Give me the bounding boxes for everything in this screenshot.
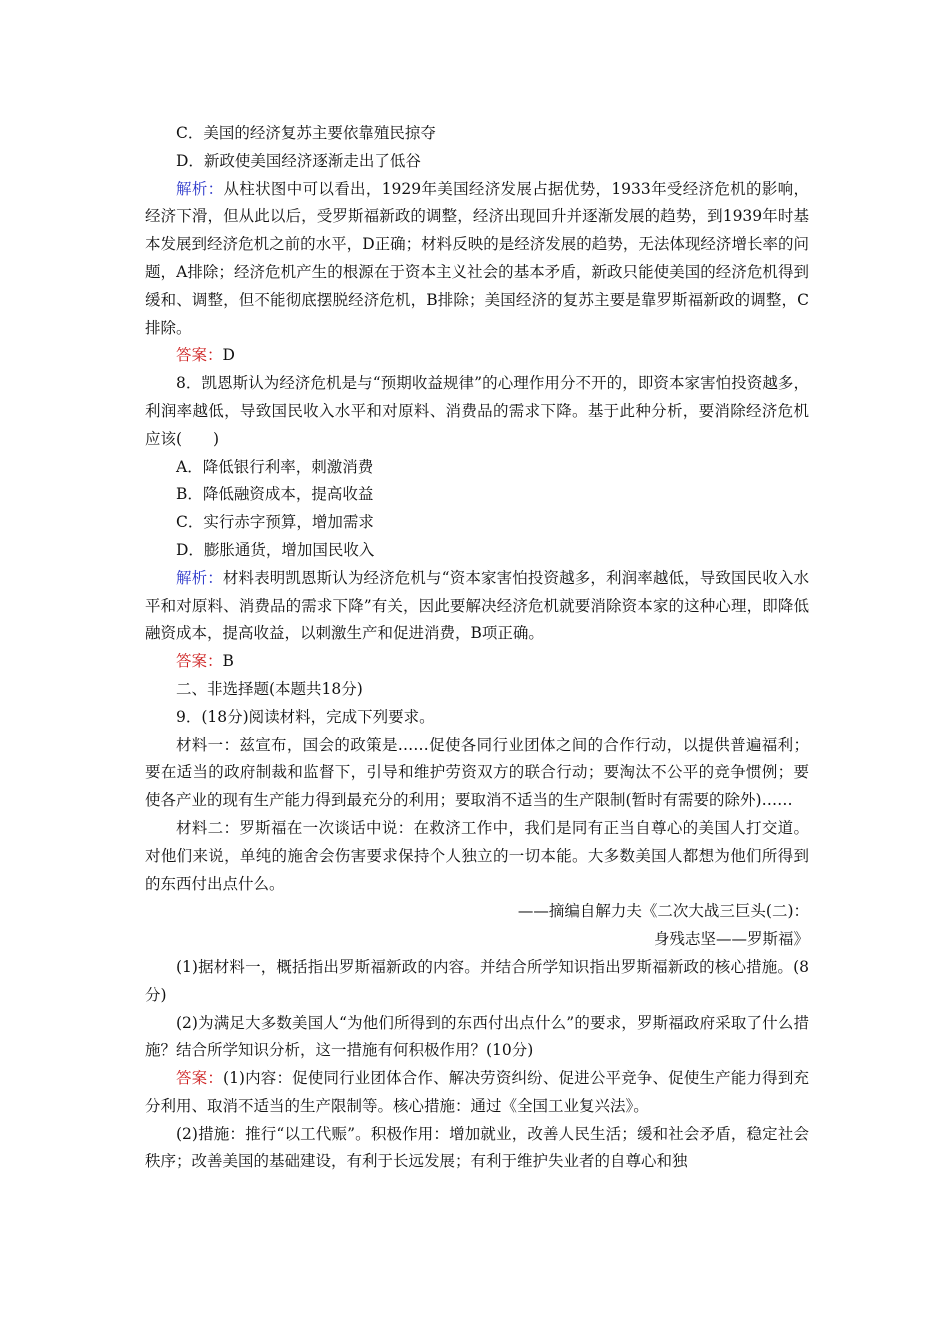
q7-option-d: D．新政使美国经济逐渐走出了低谷 xyxy=(176,151,421,170)
q8-option-b: B．降低融资成本，提高收益 xyxy=(176,485,374,504)
analysis-text: 材料表明凯恩斯认为经济危机与“资本家害怕投资越多，利润率越低，导致国民收入水平和对原料、消费品的需求下降”有关，因此要解决经济危机就要消除资本家的这种心理，即降低融资成本，提高收益，以刺激生产和促进消费，B项正确。 xyxy=(145,568,809,643)
q9-source-line-2: 身残志坚——罗斯福》 xyxy=(653,930,809,949)
q7-analysis xyxy=(145,176,809,343)
q8-option-d: D．膨胀通货，增加国民收入 xyxy=(176,540,375,559)
q8-option-a: A．降低银行利率，刺激消费 xyxy=(176,457,374,476)
answer-label: 答案： xyxy=(176,1069,224,1088)
q8-option-c: C．实行赤字预算，增加需求 xyxy=(176,513,374,532)
answer-label: 答案： xyxy=(176,652,223,671)
q8-stem: 8．凯恩斯认为经济危机是与“预期收益规律”的心理作用分不开的，即资本家害怕投资越多，利润率越低，导致国民收入水平和对原料、消费品的需求下降。基于此种分析，要消除经济危机应该( ) xyxy=(145,374,809,448)
answer-label: 答案： xyxy=(176,346,223,365)
q9-subquestion-1: (1)据材料一，概括指出罗斯福新政的内容。并结合所学知识指出罗斯福新政的核心措施。(8分) xyxy=(145,957,809,1004)
q9-subquestion-2: (2)为满足大多数美国人“为他们所得到的东西付出点什么”的要求，罗斯福政府采取了什么措施？结合所学知识分析，这一措施有何积极作用？(10分) xyxy=(145,1013,809,1060)
q8-analysis xyxy=(145,565,809,648)
analysis-text: 从柱状图中可以看出，1929年美国经济发展占据优势，1933年受经济危机的影响，经济下滑，但从此以后，受罗斯福新政的调整，经济出现回升并逐渐发展的趋势，到1939年时基本发展到经济危机之前的水平，D正确；材料反映的是经济发展的趋势，无法体现经济增长率的问题，A排除；经济危机产生的根源在于资本主义社会的基本矛盾，新政只能使美国的经济危机得到缓和、调整，但不能彻底摆脱经济危机，B排除；美国经济的复苏主要是靠罗斯福新政的调整，C排除。 xyxy=(145,179,809,337)
q8-answer xyxy=(145,648,809,676)
q9-source-line-1: ——摘编自解力夫《二次大战三巨头(二)： xyxy=(517,902,809,921)
answer-value: D xyxy=(222,346,235,365)
q9-material-2: 材料二：罗斯福在一次谈话中说：在救济工作中，我们是同有正当自尊心的美国人打交道。对他们来说，单纯的施舍会伤害要求保持个人独立的一切本能。大多数美国人都想为他们所得到的东西付出点什么。 xyxy=(145,818,809,893)
q9-stem: 9．(18分)阅读材料，完成下列要求。 xyxy=(176,707,435,726)
answer-text: (1)内容：促使同行业团体合作、解决劳资纠纷、促进公平竞争、促使生产能力得到充分利用、取消不适当的生产限制等。核心措施：通过《全国工业复兴法》。 xyxy=(145,1069,809,1115)
q9-answer-1 xyxy=(145,1065,809,1121)
q9-answer-2: (2)措施：推行“以工代赈”。积极作用：增加就业，改善人民生活；缓和社会矛盾，稳定社会秩序；改善美国的基础建设，有利于长远发展；有利于维护失业者的自尊心和独 xyxy=(145,1124,809,1171)
q9-material-1: 材料一：兹宣布，国会的政策是……促使各同行业团体之间的合作行动，以提供普遍福利；要在适当的政府制裁和监督下，引导和维护劳资双方的联合行动；要淘汰不公平的竞争惯例；要使各产业的现有生产能力得到最充分的利用；要取消不适当的生产限制(暂时有需要的除外)…… xyxy=(145,735,809,810)
document-body xyxy=(145,120,809,1176)
analysis-label: 解析： xyxy=(176,179,224,198)
section-heading: 二、非选择题(本题共18分) xyxy=(176,679,363,698)
q7-option-c: C．美国的经济复苏主要依靠殖民掠夺 xyxy=(176,124,436,142)
answer-value: B xyxy=(222,652,234,671)
q7-answer xyxy=(145,342,809,370)
analysis-label: 解析： xyxy=(176,568,223,587)
